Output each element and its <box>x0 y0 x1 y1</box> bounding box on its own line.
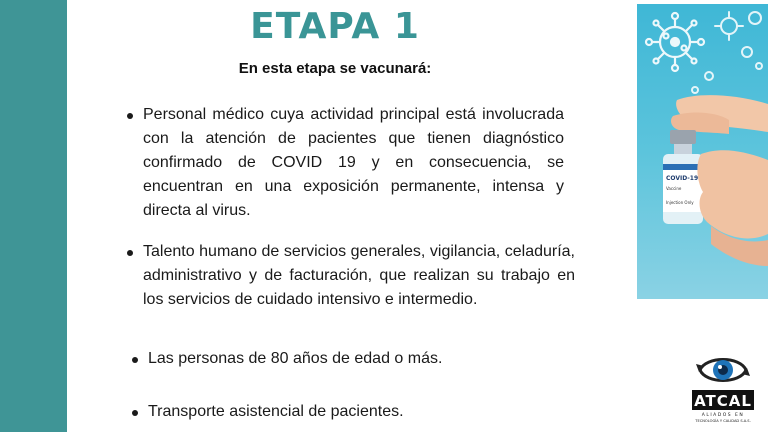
bullet-dot <box>127 250 133 256</box>
slide-subtitle: En esta etapa se vacunará: <box>238 60 432 77</box>
vaccine-photo <box>637 4 768 299</box>
bullet-dot <box>127 113 133 119</box>
logo-tagline-1: ALIADOS EN <box>701 413 745 418</box>
virus-icon <box>646 13 704 71</box>
bullet-text: Talento humano de servicios generales, vigilancia, celaduría, administrativo y de facturación, que realizan su trabajo en los servicios de cuidado intensivo e intermedio. <box>143 243 575 308</box>
bullet-item <box>148 347 568 371</box>
bullet-text: Personal médico cuya actividad principal está involucrada con la atención de pacientes que tienen diagnóstico confirmado de COVID 19 y en consecuencia, se encuentran en una exposición permanente, intensa y directa al virus. <box>143 106 564 219</box>
vial-injection-label: Injection Only <box>666 200 694 205</box>
bullet-item <box>143 103 564 223</box>
virus-icon-small <box>692 12 762 93</box>
vaccine-illustration <box>637 4 768 299</box>
vial-label: COVID-19 <box>666 175 699 182</box>
logo-tagline-2: TECNOLOGÍA Y CALIDAD S.A.S. <box>695 419 751 423</box>
vial-sub-label: Vaccine <box>666 186 682 191</box>
atcal-logo <box>690 350 756 426</box>
bullet-dot <box>132 410 138 416</box>
slide-title: ETAPA 1 <box>250 6 420 47</box>
bullet-text: Las personas de 80 años de edad o más. <box>148 350 443 367</box>
bullet-dot <box>132 357 138 363</box>
left-accent-bar <box>0 0 67 432</box>
logo-name: ATCAL <box>694 392 752 410</box>
bullet-item <box>148 400 568 424</box>
bullet-item <box>143 240 575 312</box>
bullet-text: Transporte asistencial de pacientes. <box>148 403 404 420</box>
eye-logo-icon <box>690 350 756 426</box>
